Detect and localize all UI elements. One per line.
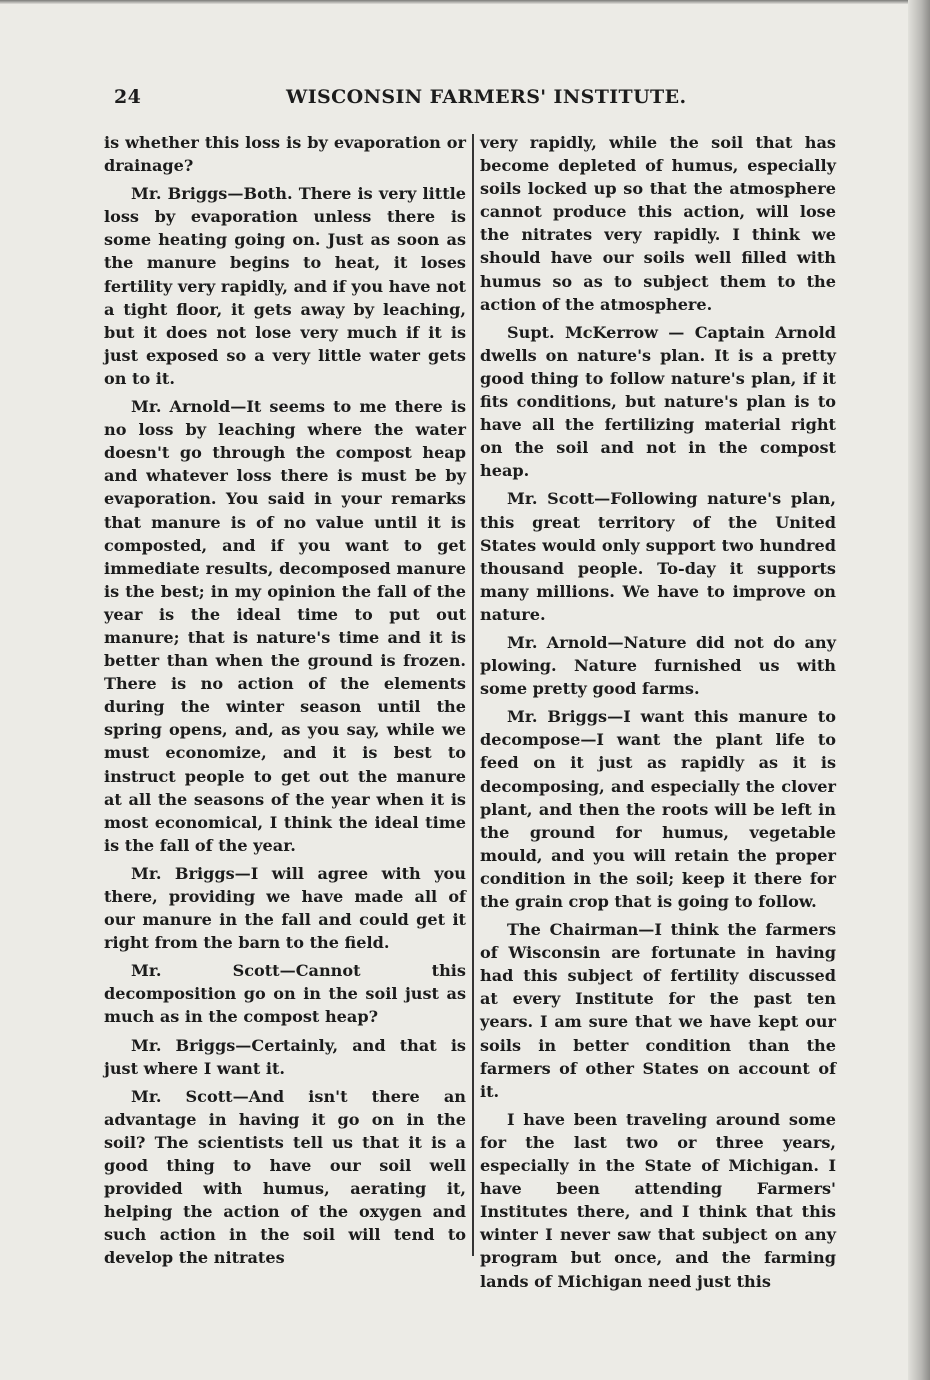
paragraph <box>480 487 836 626</box>
speaker-name: Mr. Scott— <box>507 489 611 509</box>
speaker-name: Mr. Briggs— <box>131 863 251 883</box>
page-number: 24 <box>114 86 142 108</box>
paragraph <box>104 1034 466 1080</box>
speaker-name: The Chairman— <box>507 920 655 940</box>
paragraph <box>104 395 466 857</box>
paragraph-text: very rapidly, while the soil that has become depleted of humus, especially soils locked up so that the atmosphere cannot produce this action, will lose the nitrates very rapidly. I think we should have our soils well filled with humus so as to subject them to the action of the atmosphere. <box>480 133 836 314</box>
speaker-name: Mr. Briggs— <box>507 707 624 727</box>
paragraph <box>104 959 466 1028</box>
paragraph <box>480 705 836 913</box>
paragraph-text: Cannot this decomposition go on in the soil just as much as in the compost heap? <box>104 961 466 1027</box>
paragraph-text: I will agree with you there, providing we have made all of our manure in the fall and could get it right from the barn to the field. <box>104 863 466 953</box>
right-column <box>480 131 836 1298</box>
paragraph <box>480 1108 836 1293</box>
paragraph <box>480 321 836 483</box>
paragraph-text: It seems to me there is no loss by leaching where the water doesn't go through the compost heap and whatever loss there is must be by evaporation. You said in your remarks that manure is of no value until it is composted, and if you want to get immediate results, decomposed manure is the best; in my opinion the fall of the year is the ideal time to put out manure; that is nature's time and it is better than when the ground is frozen. There is no action of the elements during the winter season until the spring opens, and, as you say, while we must economize, and it is best to instruct people to get out the manure at all the seasons of the year when it is most economical, I think the ideal time is the fall of the year. <box>104 397 466 855</box>
page-header <box>108 86 868 116</box>
paragraph-text: Following nature's plan, this great territory of the United States would only support two hundred thousand people. To-day it supports many millions. We have to improve on nature. <box>480 489 836 624</box>
paragraph-text: Captain Arnold dwells on nature's plan. It is a pretty good thing to follow nature's plan, if it fits conditions, but nature's plan is to have all the fertilizing material right on the soil and not in the compost heap. <box>480 322 836 481</box>
speaker-name: Mr. Scott— <box>131 961 296 981</box>
speaker-name: Mr. Arnold— <box>131 397 247 417</box>
paragraph <box>480 131 836 316</box>
paragraph-text: I have been traveling around some for the last two or three years, especially in the State of Michigan. I have been attending Farmers' Institutes there, and I think that this winter I never saw that subject on any program but once, and the farming lands of Michigan need just this <box>480 1109 836 1291</box>
speaker-name: Mr. Briggs— <box>131 1035 252 1055</box>
paragraph <box>104 1085 466 1270</box>
paragraph-text: And isn't there an advantage in having it go on in the soil? The scientists tell us that it is a good thing to have our soil well provided with humus, aerating it, helping the action of the oxygen and such action in the soil will tend to develop the nitrates <box>104 1086 467 1268</box>
speaker-name: Mr. Scott— <box>131 1086 249 1106</box>
paragraph-text: Certainly, and that is just where I want it. <box>104 1035 466 1078</box>
paragraph <box>480 631 836 700</box>
speaker-name: Supt. McKerrow — <box>507 322 695 342</box>
paragraph <box>104 182 466 390</box>
paragraph-text: Both. There is very little loss by evaporation unless there is some heating going on. Just as soon as the manure begins to heat, it loses fertility very rapidly, and if you have not a tight floor, it gets away by leaching, but it does not lose very much if it is just exposed so a very little water gets on to it. <box>104 184 466 388</box>
paragraph <box>104 862 466 954</box>
paragraph <box>480 918 836 1103</box>
paragraph: is whether this loss is by evaporation or drainage? <box>104 133 466 176</box>
left-column <box>104 131 466 1275</box>
paragraph-text: Nature did not do any plowing. Nature furnished us with some pretty good farms. <box>480 632 836 699</box>
paragraph-text: I want this manure to decompose—I want the plant life to feed on it just as rapidly as it is decomposing, and especially the clover plant, and then the roots will be left in the ground for humus, vegetable mould, and you will retain the proper condition in the soil; keep it there for the grain crop that is going to follow. <box>480 707 836 911</box>
column-divider <box>472 134 474 1256</box>
running-head: WISCONSIN FARMERS' INSTITUTE. <box>286 86 687 108</box>
page-top-edge <box>0 0 930 4</box>
speaker-name: Mr. Briggs— <box>131 184 244 204</box>
speaker-name: Mr. Arnold— <box>507 632 624 652</box>
paragraph-text: I think the farmers of Wisconsin are fortunate in having had this subject of fertility discussed at every Institute for the past ten years. I am sure that we have kept our soils in better condition than the farmers of other States on account of it. <box>480 920 837 1101</box>
page-right-edge <box>908 0 930 1380</box>
